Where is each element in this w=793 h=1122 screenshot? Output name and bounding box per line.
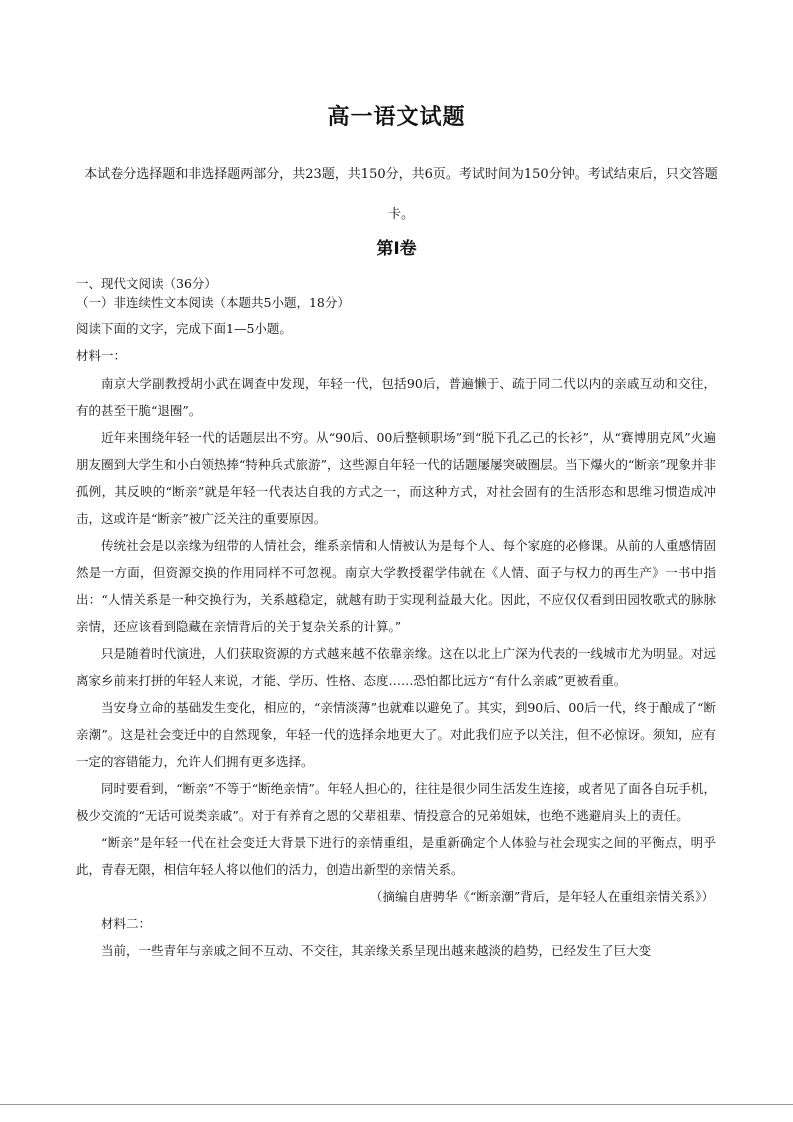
section-title: 第Ⅰ卷 [376, 239, 417, 259]
paragraph: 近年来围绕年轻一代的话题层出不穷。从“90后、00后整顿职场”到“脱下孔乙己的长衫”，从“赛博朋克风”火遍朋友圈到大学生和小白领热捧“特种兵式旅游”，这些源自年轻一代的话题屡屡突破圈层。当下爆火的“断亲”现象并非孤例，其反映的“断亲”就是年轻一代表达自我的方式之一，而这种方式，对社会固有的生活形态和思维习惯造成冲击，这或许是“断亲”被广泛关注的重要原因。 [76, 430, 716, 526]
reading-instruction: 阅读下面的文字，完成下面1—5小题。 [76, 321, 292, 336]
paragraph: “断亲”是年轻一代在社会变迁大背景下进行的亲情重组，是重新确定个人体验与社会现实之间的平衡点，明乎此，青春无限，相信年轻人将以他们的活力，创造出新型的亲情关系。 [76, 835, 716, 877]
part-heading: 一、现代文阅读（36分） [76, 276, 217, 291]
paragraph: 同时要看到，“断亲”不等于“断绝亲情”。年轻人担心的，往往是很少同生活发生连接，或者见了面各自玩手机，极少交流的“无话可说类亲戚”。对于有养育之恩的父辈祖辈、情投意合的兄弟姐妹，也绝不逃避肩头上的责任。 [76, 781, 716, 823]
paragraph: 传统社会是以亲缘为纽带的人情社会，维系亲情和人情被认为是每个人、每个家庭的必修课。从前的人重感情固然是一方面，但资源交换的作用同样不可忽视。南京大学教授翟学伟就在《人情、面子与权力的再生产》一书中指出：“人情关系是一种交换行为，关系越稳定，就越有助于实现利益最大化。因此，不应仅仅看到田园牧歌式的脉脉亲情，还应该看到隐藏在亲情背后的关于复杂关系的计算。” [76, 538, 716, 634]
material2-paragraph: 当前，一些青年与亲戚之间不互动、不交往，其亲缘关系呈现出越来越淡的趋势，已经发生了巨大变 [101, 943, 652, 958]
paragraph: 只是随着时代演进，人们获取资源的方式越来越不依靠亲缘。这在以北上广深为代表的一线城市尤为明显。对远离家乡前来打拼的年轻人来说，才能、学历、性格、态度……恐怕都比远方“有什么亲戚”更被看重。 [76, 646, 716, 688]
sub-heading: （一）非连续性文本阅读（本题共5小题，18分） [76, 295, 350, 310]
exam-title: 高一语文试题 [327, 105, 466, 130]
paragraph: 当安身立命的基础发生变化，相应的，“亲情淡薄”也就难以避免了。其实，到90后、00后一代，终于酿成了“断亲潮”。这是社会变迁中的自然现象，年轻一代的选择余地更大了。对此我们应予以关注，但不必惊讶。须知，应有一定的容错能力，允许人们拥有更多选择。 [76, 700, 716, 769]
material1-body [76, 370, 716, 964]
page-bottom-rule [0, 1104, 793, 1105]
paragraph: 南京大学副教授胡小武在调查中发现，年轻一代，包括90后，普遍懒于、疏于同二代以内的亲戚互动和交往，有的甚至干脆“退圈”。 [76, 376, 716, 418]
material2-label: 材料二： [101, 916, 152, 931]
exam-intro: 本试卷分选择题和非选择题两部分，共23题，共150分，共6页。考试时间为150分钟。考试结束后，只交答题卡。 [84, 167, 718, 222]
material1-label: 材料一： [76, 348, 127, 363]
material1-source: （摘编自唐骋华《“断亲潮”背后，是年轻人在重组亲情关系》） [369, 889, 714, 904]
